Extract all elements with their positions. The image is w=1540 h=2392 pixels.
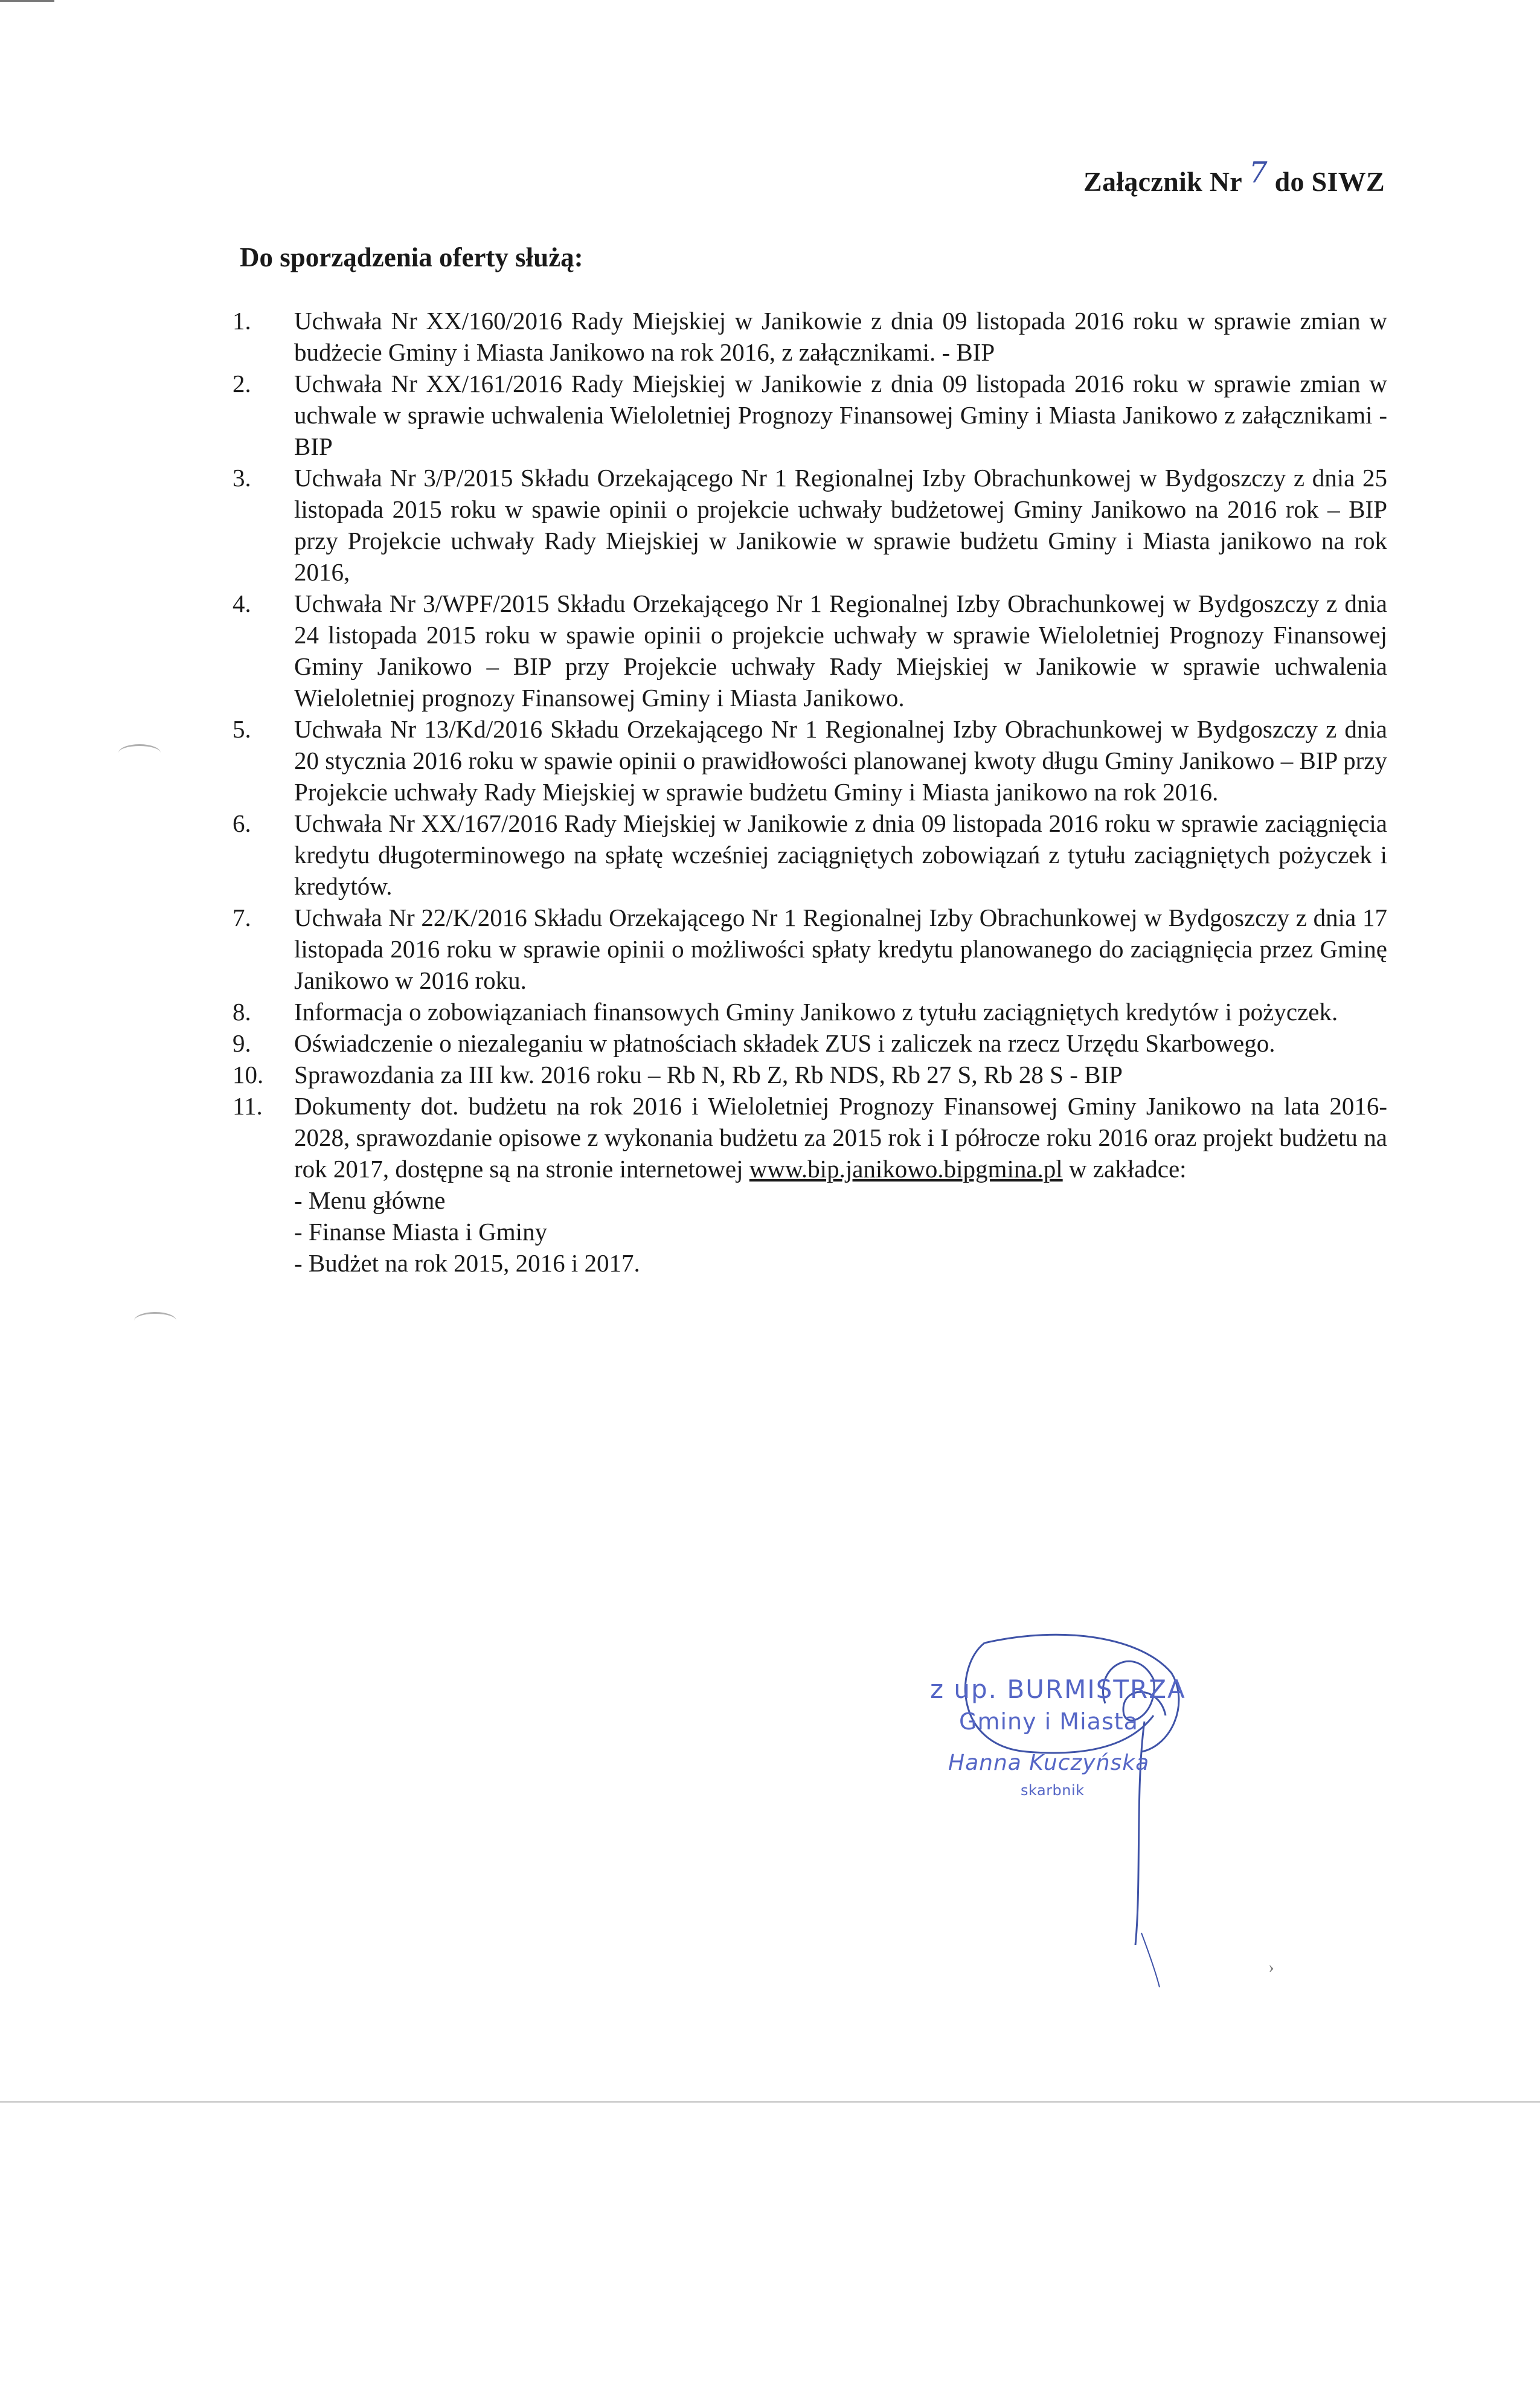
item-text: Informacja o zobowiązaniach finansowych Gminy Janikowo z tytułu zaciągniętych kredytów i pożyczek. <box>294 998 1338 1026</box>
scan-edge-top <box>0 0 54 2</box>
document-title: Do sporządzenia oferty służą: <box>240 242 583 272</box>
item-number: 10. <box>233 1061 264 1088</box>
list-item <box>233 588 1387 713</box>
item-text: Uchwała Nr 3/P/2015 Składu Orzekającego Nr 1 Regionalnej Izby Obrachunkowej w Bydgoszczy z dnia 25 listopada 2015 roku w spawie opinii o projekcie uchwały budżetowej Gminy Janikowo na 2016 rok – BIP przy Projekcie uchwały Rady Miejskiej w Janikowie w sprawie budżetu Gminy i Miasta janikowo na rok 2016, <box>294 464 1387 586</box>
punch-mark <box>118 744 161 762</box>
attachment-number-handwritten: 7 <box>1248 156 1268 190</box>
item-text: Uchwała Nr XX/160/2016 Rady Miejskiej w Janikowie z dnia 09 listopada 2016 roku w sprawie zmian w budżecie Gminy i Miasta Janikowo na rok 2016, z załącznikami. - BIP <box>294 307 1387 366</box>
item-text: Uchwała Nr XX/161/2016 Rady Miejskiej w Janikowie z dnia 09 listopada 2016 roku w sprawie zmian w uchwale w sprawie uchwalenia Wieloletniej Prognozy Finansowej Gminy i Miasta Janikowo z załącznikami - BIP <box>294 370 1387 460</box>
item-text: Uchwała Nr 13/Kd/2016 Składu Orzekającego Nr 1 Regionalnej Izby Obrachunkowej w Bydgoszczy z dnia 20 stycznia 2016 roku w spawie opinii o prawidłowości planowanej kwoty długu Gminy Janikowo – BIP przy Projekcie uchwały Rady Miejskiej w sprawie budżetu Gminy i Miasta janikowo na rok 2016. <box>294 715 1387 806</box>
list-item <box>233 1059 1387 1090</box>
attachment-suffix: do SIWZ <box>1274 166 1385 197</box>
item-number: 11. <box>233 1092 263 1120</box>
sub-list-item: - Finanse Miasta i Gminy <box>294 1218 548 1246</box>
list-item <box>233 713 1387 808</box>
attachment-header <box>1083 156 1385 198</box>
item-text <box>294 1090 1387 1185</box>
list-item <box>233 902 1387 996</box>
item-11-body: Dokumenty dot. budżetu na rok 2016 i Wieloletniej Prognozy Finansowej Gminy Janikowo na lata 2016-2028, sprawozdanie opisowe z wykonania budżetu za 2015 rok i I półrocze roku 2016 oraz projekt budżetu na rok 2017, dostępne są na stronie internetowej <box>294 1092 1387 1183</box>
item-11-tab-label: w zakładce: <box>1062 1155 1187 1183</box>
item-number: 6. <box>233 809 251 837</box>
list-item <box>233 462 1387 588</box>
sub-list-item: - Budżet na rok 2015, 2016 i 2017. <box>294 1249 640 1277</box>
item-number: 5. <box>233 715 251 743</box>
bip-tabs-list <box>294 1185 1387 1279</box>
list-item <box>233 1027 1387 1059</box>
item-number: 8. <box>233 998 251 1026</box>
sub-list-item: - Menu główne <box>294 1186 446 1214</box>
item-number: 3. <box>233 464 251 492</box>
list-item <box>233 996 1387 1027</box>
item-text: Uchwała Nr 3/WPF/2015 Składu Orzekającego Nr 1 Regionalnej Izby Obrachunkowej w Bydgoszczy z dnia 24 listopada 2015 roku w spawie opinii o projekcie uchwały w sprawie Wieloletniej Prognozy Finansowej Gminy Janikowo – BIP przy Projekcie uchwały Rady Miejskiej w Janikowie w sprawie uchwalenia Wieloletniej prognozy Finansowej Gminy i Miasta Janikowo. <box>294 590 1387 712</box>
stamp-line-office: Gminy i Miasta <box>959 1708 1138 1735</box>
item-text: Oświadczenie o niezaleganiu w płatnościach składek ZUS i zaliczek na rzecz Urzędu Skarbowego. <box>294 1029 1275 1057</box>
item-text: Sprawozdania za III kw. 2016 roku – Rb N, Rb Z, Rb NDS, Rb 27 S, Rb 28 S - BIP <box>294 1061 1123 1088</box>
item-text: Uchwała Nr XX/167/2016 Rady Miejskiej w Janikowie z dnia 09 listopada 2016 roku w sprawie zaciągnięcia kredytu długoterminowego na spłatę wcześniej zaciągniętych zobowiązań z tytułu zaciągniętych pożyczek i kredytów. <box>294 809 1387 900</box>
punch-mark <box>134 1312 176 1329</box>
stamp-line-role: skarbnik <box>1021 1782 1085 1799</box>
scan-edge-bottom <box>0 2101 1540 2103</box>
attachment-prefix: Załącznik Nr <box>1083 166 1242 197</box>
official-stamp <box>930 1661 1190 1799</box>
item-number: 1. <box>233 307 251 335</box>
documents-list <box>233 305 1387 1279</box>
item-number: 2. <box>233 370 251 397</box>
list-item <box>233 808 1387 902</box>
item-text: Uchwała Nr 22/K/2016 Składu Orzekającego Nr 1 Regionalnej Izby Obrachunkowej w Bydgoszczy z dnia 17 listopada 2016 roku w sprawie opinii o możliwości spłaty kredytu planowanego do zaciągnięcia przez Gminę Janikowo w 2016 roku. <box>294 904 1387 994</box>
item-number: 7. <box>233 904 251 931</box>
list-item <box>233 1090 1387 1279</box>
item-number: 9. <box>233 1029 251 1057</box>
item-number: 4. <box>233 590 251 617</box>
stamp-line-name: Hanna Kuczyńska <box>948 1751 1150 1775</box>
stamp-line-authority: z up. BURMISTRZA <box>930 1674 1186 1704</box>
list-item <box>233 368 1387 462</box>
bip-website-link[interactable]: www.bip.janikowo.bipgmina.pl <box>749 1155 1063 1183</box>
stray-mark: › <box>1268 1957 1274 1977</box>
list-item <box>233 305 1387 368</box>
